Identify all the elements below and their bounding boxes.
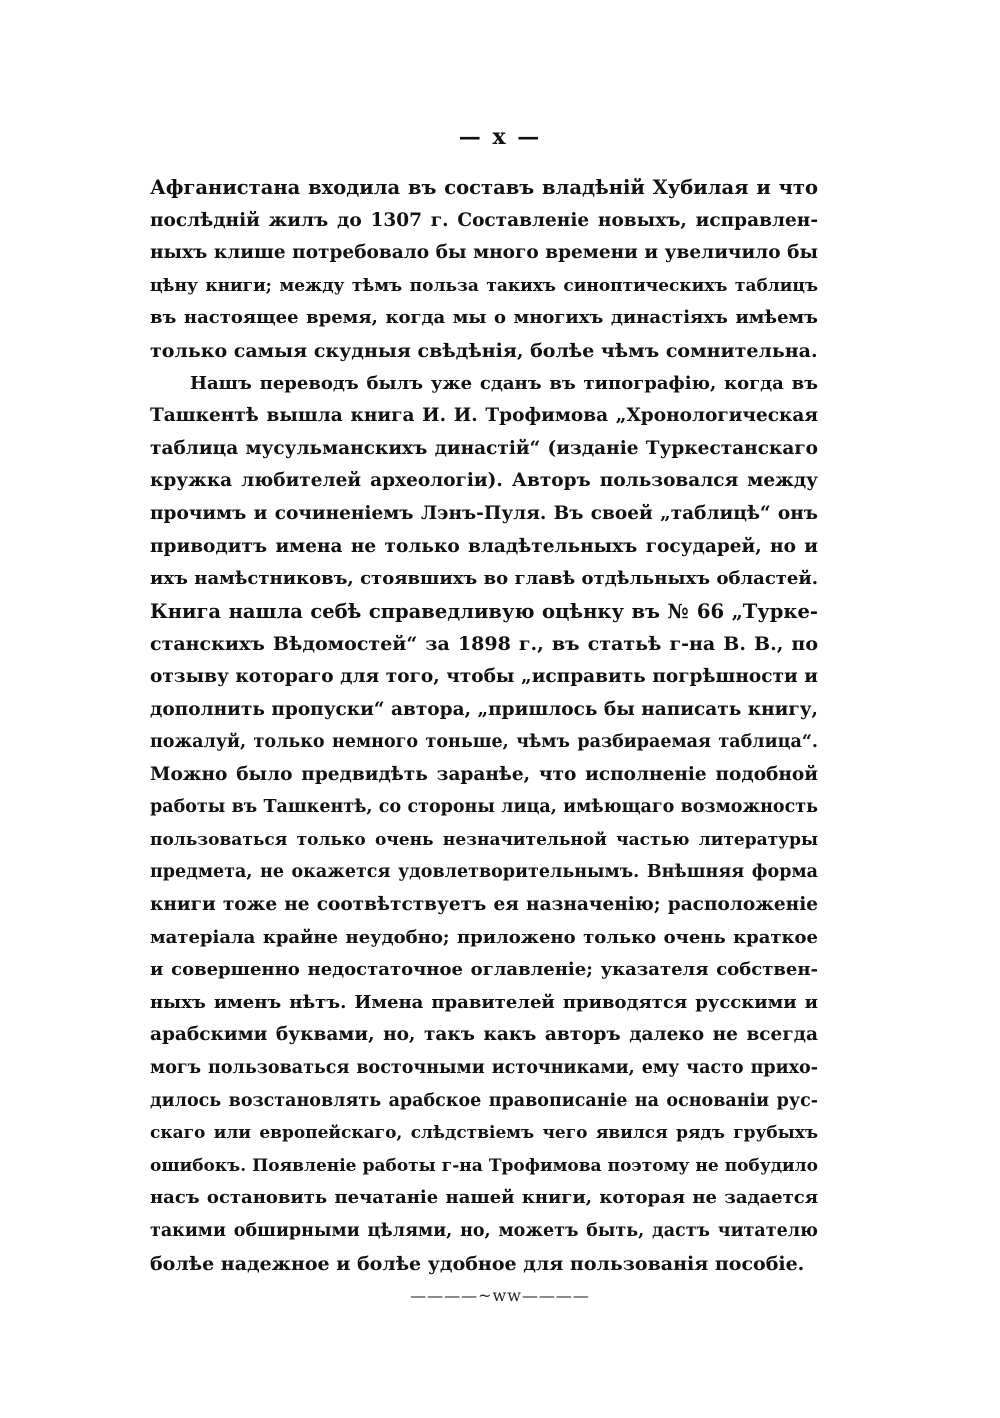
text-line: станскихъ Вѣдомостей“ за 1898 г., въ статьѣ г-на В. В., по (150, 633, 818, 656)
text-line: скаго или европейскаго, слѣдствіемъ чего явился рядъ грубыхъ (150, 1123, 818, 1144)
text-line: отзыву котораго для того, чтобы „исправить погрѣшности и (150, 665, 818, 687)
text-line: матеріала крайне неудобно; приложено только очень краткое (150, 926, 818, 948)
text-line: кружка любителей археологіи). Авторъ пользовался между (150, 470, 818, 492)
text-line: пожалуй, только немного тоньше, чѣмъ разбираемая таблица“. (150, 732, 818, 753)
text-line: и совершенно недостаточное оглавленіе; указателя собствен- (150, 959, 818, 981)
text-line: цѣну книги; между тѣмъ польза такихъ синоптическихъ таблицъ (150, 275, 818, 296)
text-line: Афганистана входила въ составъ владѣній Хубилая и что (150, 176, 818, 199)
text-line: пользоваться только очень незначительной частью литературы (150, 829, 818, 850)
text-line: такими обширными цѣлями, но, можетъ быть, дастъ читателю (150, 1221, 818, 1241)
text-line: послѣдній жилъ до 1307 г. Составленіе новыхъ, исправлен- (150, 209, 818, 231)
text-line: Нашъ переводъ былъ уже сданъ въ типографію, когда въ (190, 372, 818, 394)
text-line: книги тоже не соотвѣтствуетъ ея назначенію; расположеніе (150, 894, 818, 916)
text-line: болѣе надежное и болѣе удобное для пользованія пособіе. (150, 1252, 805, 1275)
end-ornament: ————~ww———— (410, 1286, 590, 1305)
text-line: ихъ намѣстниковъ, стоявшихъ во главѣ отдѣльныхъ областей. (150, 568, 818, 590)
text-line: ныхъ клише потребовало бы много времени и увеличило бы (150, 242, 818, 264)
text-line: могъ пользоваться восточными источниками, ему часто прихо- (150, 1058, 818, 1079)
text-line: приводитъ имена не только владѣтельныхъ государей, но и (150, 535, 818, 557)
text-block (150, 172, 818, 1280)
text-line: таблица мусульманскихъ династій“ (изданіе Туркестанскаго (150, 437, 818, 459)
text-line: ныхъ именъ нѣтъ. Имена правителей приводятся русскими и (150, 991, 818, 1013)
text-line: Ташкентѣ вышла книга И. И. Трофимова „Хронологическая (150, 405, 818, 427)
text-line: арабскими буквами, но, такъ какъ авторъ далеко не всегда (150, 1024, 818, 1046)
text-line: прочимъ и сочиненіемъ Лэнъ-Пуля. Въ своей „таблицѣ“ онъ (150, 502, 818, 524)
text-line: ошибокъ. Появленіе работы г-на Трофимова поэтому не побудило (150, 1155, 818, 1176)
text-line: дилось возстановлять арабское правописаніе на основаніи рус- (150, 1090, 818, 1111)
text-line: дополнить пропуски“ автора, „пришлось бы написать книгу, (150, 698, 818, 720)
text-line: работы въ Ташкентѣ, со стороны лица, имѣющаго возможность (150, 797, 818, 818)
text-line: только самыя скудныя свѣдѣнія, болѣе чѣмъ сомнительна. (150, 339, 818, 362)
text-line: предмета, не окажется удовлетворительнымъ. Внѣшняя форма (150, 862, 818, 883)
text-line: Можно было предвидѣть заранѣе, что исполненіе подобной (150, 763, 818, 785)
text-line: Книга нашла себѣ справедливую оцѣнку въ № 66 „Турке- (150, 599, 818, 623)
text-line: насъ остановить печатаніе нашей книги, которая не задается (150, 1187, 818, 1209)
page-number: — x — (458, 124, 542, 150)
text-line: въ настоящее время, когда мы о многихъ династіяхъ имѣемъ (150, 307, 818, 329)
